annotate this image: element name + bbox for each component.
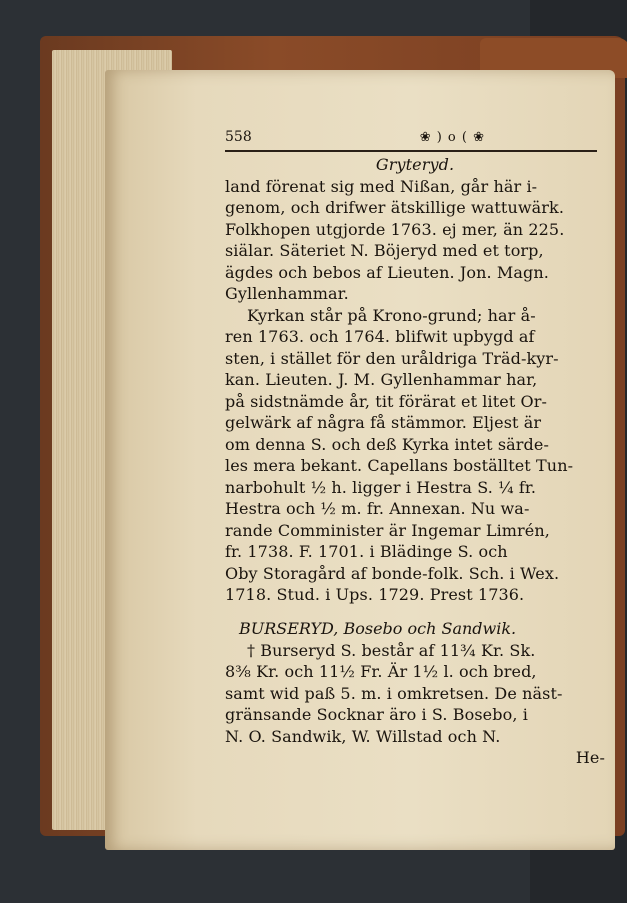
text-line: fr. 1738. F. 1701. i Blädinge S. och (225, 542, 508, 561)
page-text (225, 128, 605, 769)
paragraph-2 (225, 305, 605, 606)
text-line: les mera bekant. Capellans boställtet Tun- (225, 456, 574, 475)
text-line: på sidstnämde år, tit förärat et litet Or- (225, 391, 548, 411)
text-line: 1718. Stud. i Ups. 1729. Prest 1736. (225, 585, 525, 604)
text-line: ren 1763. och 1764. blifwit upbygd af (225, 327, 535, 346)
text-line: sten, i stället för den uråldriga Träd-kyr- (225, 348, 559, 368)
text-line: rande Comminister är Ingemar Limrén, (225, 520, 550, 540)
section-heading: BURSERYD, Bosebo och Sandwik. (239, 618, 517, 638)
text-line: gränsande Socknar äro i S. Bosebo, i (225, 705, 528, 724)
text-line: om denna S. och deß Kyrka intet särde- (225, 434, 549, 454)
running-title: Gryteryd. (375, 155, 455, 174)
running-head (225, 128, 605, 147)
text-line: N. O. Sandwik, W. Willstad och N. (225, 726, 501, 746)
text-line: † Burseryd S. består af 11¾ Kr. Sk. (247, 640, 536, 660)
ornament: ❀ ) o ( ❀ (419, 130, 485, 145)
text-line: Gyllenhammar. (225, 284, 349, 303)
text-line: siälar. Säteriet N. Böjeryd med et torp, (225, 241, 544, 260)
header-rule (225, 150, 597, 152)
text-line: gelwärk af några få stämmor. Eljest är (225, 413, 542, 432)
text-line: Oby Storagård af bonde-folk. Sch. i Wex. (225, 563, 560, 583)
text-line: land förenat sig med Nißan, går här i- (225, 176, 538, 196)
text-line: genom, och drifwer ätskillige wattuwärk. (225, 198, 565, 217)
catchword: He- (575, 748, 605, 767)
text-line: Hestra och ½ m. fr. Annexan. Nu wa- (225, 499, 530, 518)
text-line: Kyrkan står på Krono-grund; har å- (247, 305, 536, 325)
page-number: 558 (225, 129, 252, 145)
text-line: samt wid paß 5. m. i omkretsen. De näst- (225, 683, 563, 703)
paragraph-1 (225, 176, 605, 305)
text-line: narbohult ½ h. ligger i Hestra S. ¼ fr. (225, 477, 537, 497)
text-line: kan. Lieuten. J. M. Gyllenhammar har, (225, 370, 538, 389)
text-line: ägdes och bebos af Lieuten. Jon. Magn. (225, 262, 549, 282)
text-line: 8⅜ Kr. och 11½ Fr. Är 1½ l. och bred, (225, 662, 537, 681)
paragraph-3 (225, 640, 605, 748)
text-line: Folkhopen utgjorde 1763. ej mer, än 225. (225, 219, 565, 239)
